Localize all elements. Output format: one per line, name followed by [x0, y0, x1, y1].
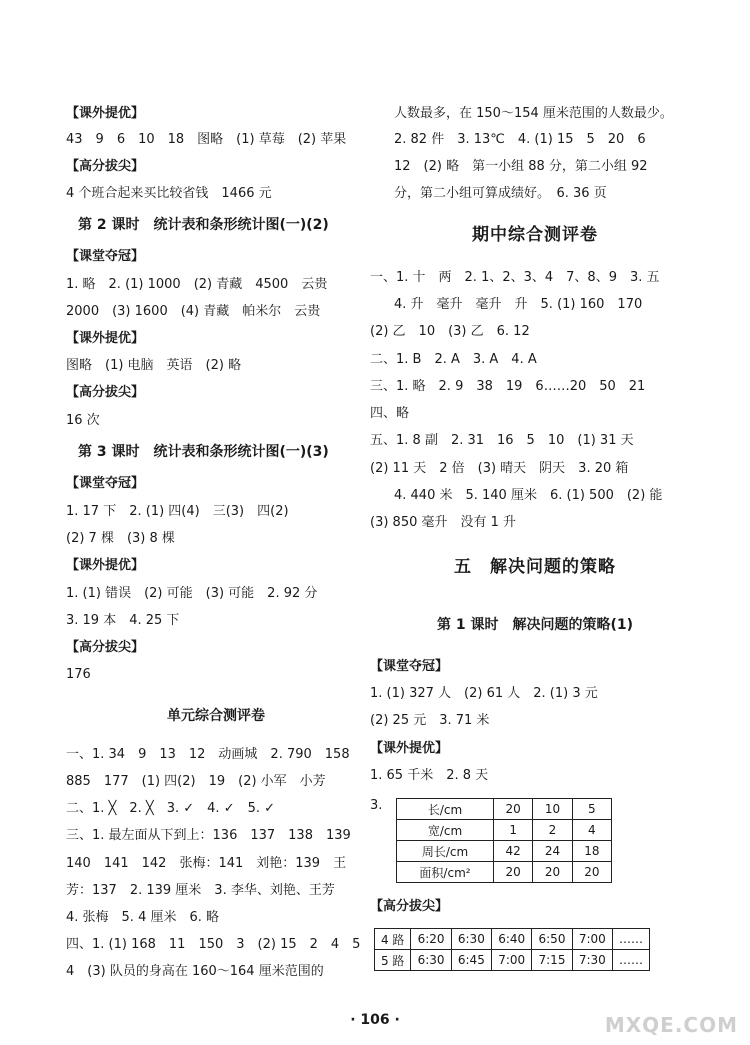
answer-line: (2) 乙 10 (3) 乙 6. 12: [370, 324, 530, 339]
table-cell: ……: [612, 929, 649, 950]
answer-line: 1. 17 下 2. (1) 四(4) 三(3) 四(2): [66, 504, 289, 519]
section-label: 【高分拔尖】: [66, 159, 145, 174]
section-label: 【课堂夺冠】: [66, 476, 145, 491]
section-label: 【课外提优】: [66, 331, 145, 346]
answer-line: 4. 升 毫升 毫升 升 5. (1) 160 170: [394, 297, 643, 312]
table-cell: 4: [572, 820, 611, 841]
section-label: 【高分拔尖】: [66, 640, 145, 655]
table-cell: 42: [494, 841, 533, 862]
answer-line: 3. 19 本 4. 25 下: [66, 613, 180, 628]
table-cell: 24: [533, 841, 572, 862]
answer-line: 芳：137 2. 139 厘米 3. 李华、刘艳、王芳: [66, 883, 335, 898]
table-cell: 7:30: [572, 950, 612, 971]
table-cell: 20: [572, 862, 611, 883]
unit-title: 五 解决问题的策略: [454, 557, 616, 577]
answer-line: 4 个班合起来买比较省钱 1466 元: [66, 186, 272, 201]
answer-line: 一、1. 34 9 13 12 动画城 2. 790 158: [66, 747, 350, 762]
answer-line: (2) 25 元 3. 71 米: [370, 713, 490, 728]
table-cell: 1: [494, 820, 533, 841]
table-row: [397, 862, 612, 883]
answer-line: 4. 440 米 5. 140 厘米 6. (1) 500 (2) 能: [394, 488, 663, 503]
answer-line: 二、1. ╳ 2. ╳ 3. ✓ 4. ✓ 5. ✓: [66, 801, 276, 816]
answer-line: (2) 7 棵 (3) 8 棵: [66, 531, 175, 546]
answer-line: 12 (2) 略 第一小组 88 分，第二小组 92: [394, 159, 648, 174]
section-label: 【高分拔尖】: [370, 899, 449, 914]
table-cell: 面积/cm²: [397, 862, 494, 883]
table-row: [397, 820, 612, 841]
table-cell: 20: [494, 862, 533, 883]
question-number: 3.: [370, 798, 383, 813]
answer-line: 四、略: [370, 406, 410, 421]
table-row: [397, 799, 612, 820]
table-cell: 2: [533, 820, 572, 841]
answer-line: 分，第二小组可算成绩好。 6. 36 页: [394, 186, 607, 201]
table-cell: 20: [494, 799, 533, 820]
lesson-title: 第 1 课时 解决问题的策略(1): [436, 617, 634, 633]
table-cell: 宽/cm: [397, 820, 494, 841]
bus-schedule-table: [374, 928, 650, 971]
table-cell: 5: [572, 799, 611, 820]
table-cell: 18: [572, 841, 611, 862]
answer-line: 176: [66, 667, 91, 682]
answer-line: 16 次: [66, 413, 100, 428]
answer-line: 885 177 (1) 四(2) 19 (2) 小军 小芳: [66, 774, 326, 789]
table-row: [375, 950, 650, 971]
answer-line: 4 (3) 队员的身高在 160～164 厘米范围的: [66, 964, 324, 979]
section-label: 【课堂夺冠】: [370, 659, 449, 674]
answer-line: 1. (1) 错误 (2) 可能 (3) 可能 2. 92 分: [66, 586, 318, 601]
table-row: [375, 929, 650, 950]
table-cell: 6:50: [532, 929, 572, 950]
table-cell: 20: [533, 862, 572, 883]
answer-line: 一、1. 十 两 2. 1、2、3、4 7、8、9 3. 五: [370, 270, 660, 285]
table-cell: 7:00: [492, 950, 532, 971]
section-label: 【课外提优】: [370, 741, 449, 756]
answer-line: 140 141 142 张梅：141 刘艳：139 王: [66, 856, 347, 871]
answer-line: 三、1. 略 2. 9 38 19 6……20 50 21: [370, 379, 646, 394]
table-cell: 6:40: [492, 929, 532, 950]
section-label: 【课外提优】: [66, 558, 145, 573]
page-number: · 106 ·: [350, 1012, 400, 1028]
table-cell: 7:00: [572, 929, 612, 950]
answer-line: 四、1. (1) 168 11 150 3 (2) 15 2 4 5: [66, 937, 361, 952]
answer-line: 二、1. B 2. A 3. A 4. A: [370, 352, 537, 367]
table-cell: 7:15: [532, 950, 572, 971]
lesson-title: 第 3 课时 统计表和条形统计图(一)(3): [78, 444, 329, 460]
answer-line: 图略 (1) 电脑 英语 (2) 略: [66, 358, 242, 373]
answer-line: 三、1. 最左面从下到上：136 137 138 139: [66, 828, 351, 843]
section-label: 【课外提优】: [66, 106, 145, 121]
table-cell: 周长/cm: [397, 841, 494, 862]
answer-line: 4. 张梅 5. 4 厘米 6. 略: [66, 910, 220, 925]
answer-line: 人数最多，在 150～154 厘米范围的人数最少。: [394, 106, 673, 121]
lesson-title: 第 2 课时 统计表和条形统计图(一)(2): [78, 217, 329, 233]
midterm-title: 期中综合测评卷: [472, 225, 598, 245]
table-cell: 6:30: [451, 929, 491, 950]
answer-line: 五、1. 8 副 2. 31 16 5 10 (1) 31 天: [370, 433, 634, 448]
table-cell: 6:20: [411, 929, 451, 950]
watermark: MXQE.COM: [604, 1013, 738, 1037]
answer-line: 1. (1) 327 人 (2) 61 人 2. (1) 3 元: [370, 686, 598, 701]
table-cell: ……: [612, 950, 649, 971]
table-cell: 5 路: [375, 950, 411, 971]
answer-line: 2000 (3) 1600 (4) 青藏 帕米尔 云贵: [66, 304, 321, 319]
answer-line: 1. 略 2. (1) 1000 (2) 青藏 4500 云贵: [66, 277, 328, 292]
table-cell: 长/cm: [397, 799, 494, 820]
answer-line: (3) 850 毫升 没有 1 升: [370, 515, 517, 530]
rectangle-table: [396, 798, 612, 883]
unit-test-title: 单元综合测评卷: [167, 708, 265, 724]
table-cell: 4 路: [375, 929, 411, 950]
table-cell: 6:45: [451, 950, 491, 971]
table-row: [397, 841, 612, 862]
section-label: 【课堂夺冠】: [66, 249, 145, 264]
answer-line: 2. 82 件 3. 13℃ 4. (1) 15 5 20 6: [394, 132, 646, 147]
table-cell: 6:30: [411, 950, 451, 971]
answer-line: (2) 11 天 2 倍 (3) 晴天 阴天 3. 20 箱: [370, 461, 629, 476]
answer-line: 1. 65 千米 2. 8 天: [370, 768, 489, 783]
section-label: 【高分拔尖】: [66, 385, 145, 400]
answer-line: 43 9 6 10 18 图略 (1) 草莓 (2) 苹果: [66, 132, 347, 147]
table-cell: 10: [533, 799, 572, 820]
